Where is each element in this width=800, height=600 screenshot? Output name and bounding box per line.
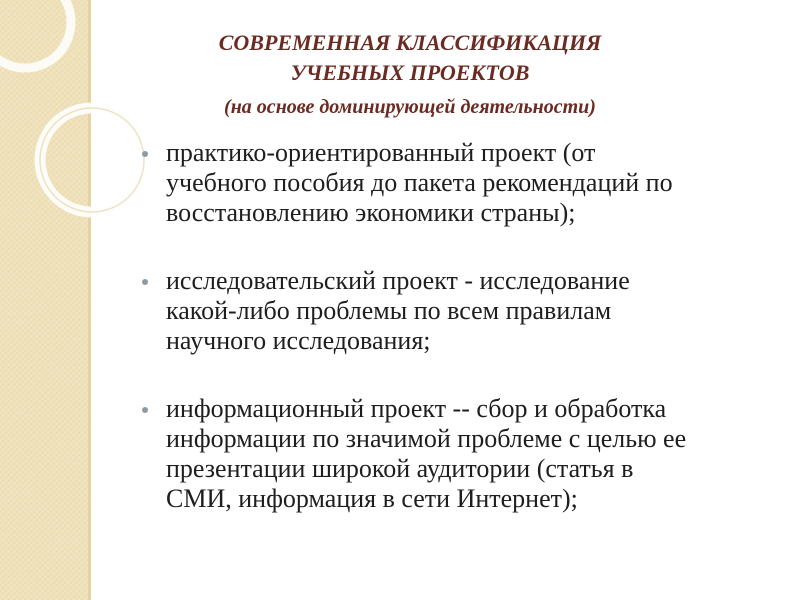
- slide-title: [160, 28, 660, 122]
- bullet-line: СМИ, информация в сети Интернет);: [166, 484, 578, 513]
- bullet-line: информации по значимой проблеме с целью ее: [166, 424, 687, 453]
- bullet-line: научного исследования;: [166, 326, 431, 355]
- bullet-line: учебного пособия до пакета рекомендаций по: [166, 168, 673, 197]
- bullet-item: [128, 394, 778, 514]
- bullet-line: практико-ориентированный проект (от: [166, 138, 596, 167]
- title-line-2: УЧЕБНЫХ ПРОЕКТОВ: [290, 60, 530, 85]
- bullet-line: исследовательский проект - исследование: [166, 266, 630, 295]
- bullet-line: восстановлению экономики страны);: [166, 198, 576, 227]
- title-subtitle: (на основе доминирующей деятельности): [224, 96, 596, 118]
- bullet-line: какой-либо проблемы по всем правилам: [166, 296, 612, 325]
- bullet-line: презентации широкой аудитории (статья в: [166, 454, 634, 483]
- title-line-1: СОВРЕМЕННАЯ КЛАССИФИКАЦИЯ: [218, 30, 602, 55]
- bullet-dot-icon: [142, 279, 148, 285]
- bullet-line: информационный проект -- сбор и обработка: [166, 394, 667, 423]
- bullet-item: [128, 266, 778, 356]
- bullet-dot-icon: [142, 151, 148, 157]
- bullet-list: [128, 138, 778, 552]
- bullet-item: [128, 138, 778, 228]
- bullet-dot-icon: [142, 407, 148, 413]
